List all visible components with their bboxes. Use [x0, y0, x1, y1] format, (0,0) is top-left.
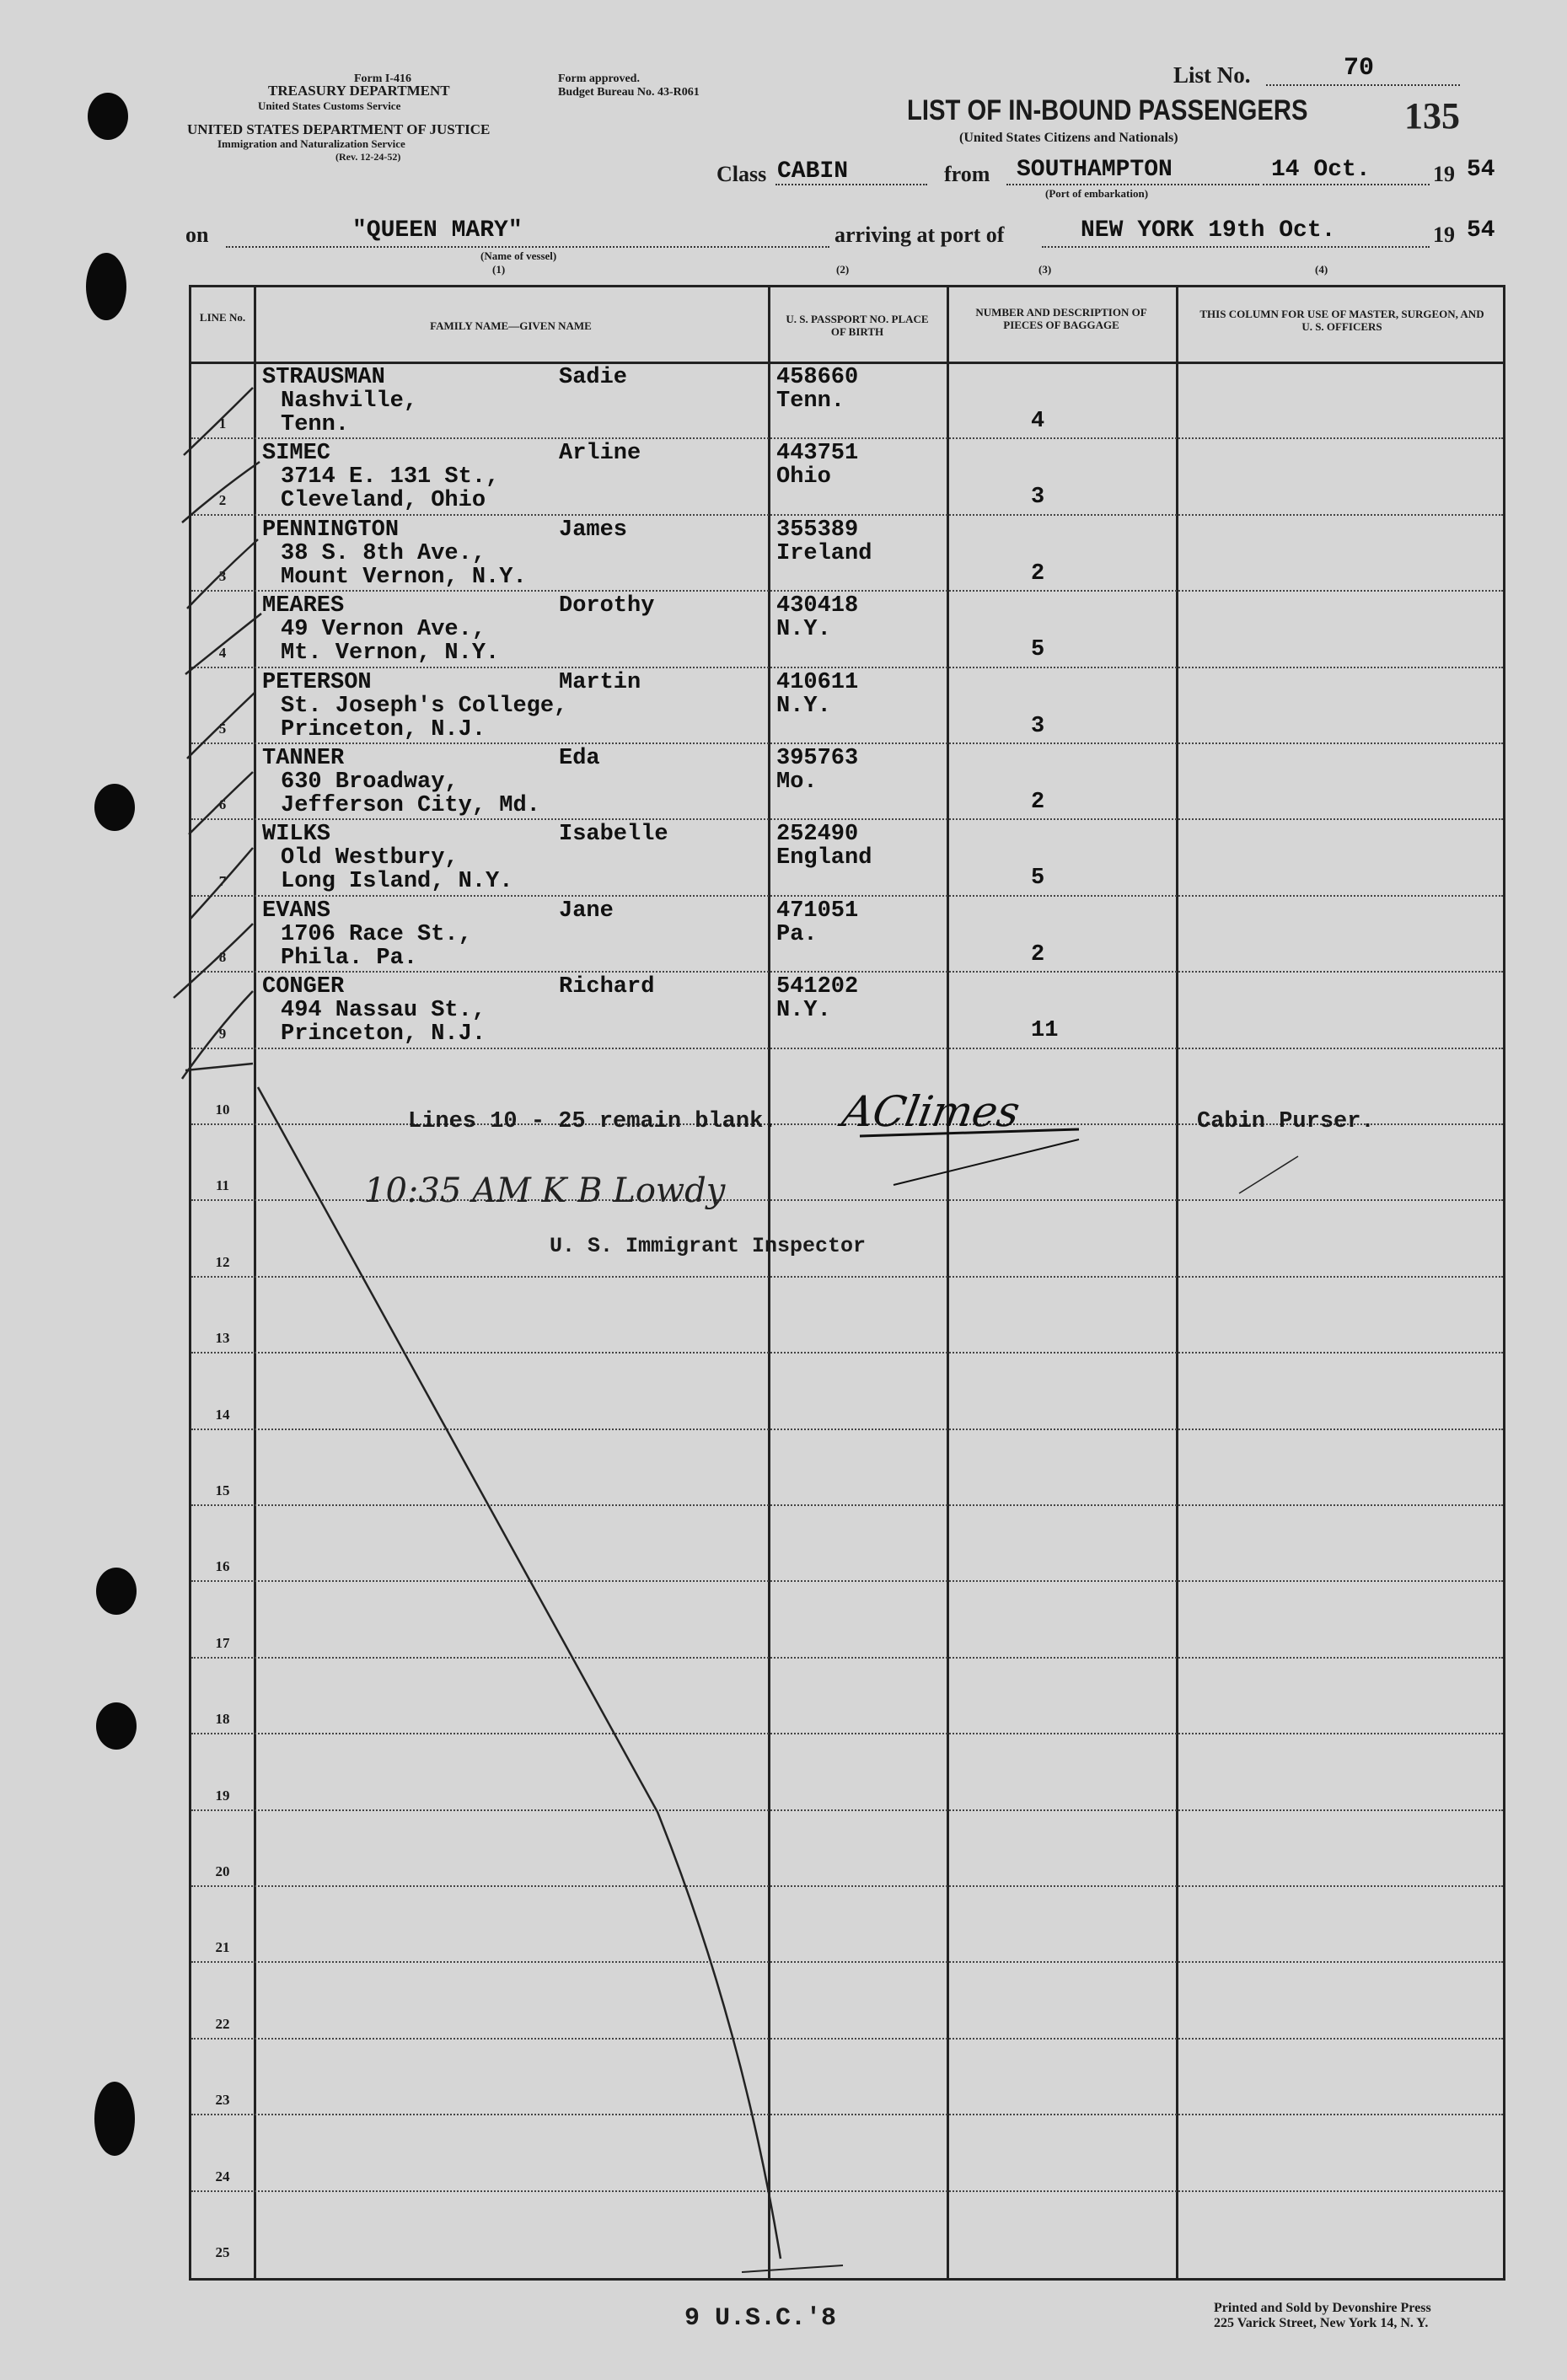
passport-number: 471051 — [776, 898, 859, 924]
list-number: 70 — [1344, 54, 1375, 83]
given-name: Sadie — [559, 365, 628, 390]
col-num-1: (1) — [492, 263, 506, 276]
year-suffix: 54 — [1467, 157, 1495, 183]
address-line-2: Mount Vernon, N.Y. — [281, 564, 527, 590]
line-number: 2 — [218, 491, 227, 508]
given-name: Eda — [559, 746, 600, 771]
col-header-passport: U. S. PASSPORT NO. PLACE OF BIRTH — [786, 313, 929, 338]
passport-number: 355389 — [776, 517, 859, 543]
statute-reference: 9 U.S.C.'8 — [684, 2304, 837, 2333]
line-number: 14 — [215, 1406, 230, 1423]
departure-date: 14 Oct. — [1271, 157, 1371, 183]
place-of-birth: Mo. — [776, 769, 818, 795]
line-number: 23 — [215, 2092, 230, 2109]
address-line-1: 630 Broadway, — [281, 769, 459, 795]
baggage-count: 5 — [1031, 637, 1045, 663]
given-name: Jane — [559, 898, 614, 924]
cancel-line-end — [742, 2265, 843, 2272]
line-number: 24 — [215, 2168, 230, 2184]
address-line-1: Old Westbury, — [281, 845, 459, 871]
printer-line-1: Printed and Sold by Devonshire Press — [1214, 2301, 1431, 2315]
line-number: 3 — [218, 568, 227, 585]
col-num-3: (3) — [1038, 263, 1052, 276]
address-line-1: 494 Nassau St., — [281, 998, 486, 1024]
place-of-birth: N.Y. — [776, 617, 831, 643]
purser-title: Cabin Purser. — [1197, 1109, 1375, 1134]
address-line-1: Nashville, — [281, 389, 418, 414]
line-number: 21 — [215, 1939, 230, 1956]
vessel-caption: (Name of vessel) — [480, 249, 557, 262]
passport-number: 410611 — [776, 669, 859, 695]
family-name: PETERSON — [262, 669, 372, 695]
passport-number: 252490 — [776, 822, 859, 848]
department-of-justice: UNITED STATES DEPARTMENT OF JUSTICE — [187, 121, 491, 137]
place-of-birth: Tenn. — [776, 389, 845, 414]
signature-stroke — [1239, 1156, 1298, 1193]
place-of-birth: N.Y. — [776, 998, 831, 1024]
embarkation-port: SOUTHAMPTON — [1017, 157, 1173, 183]
line-number: 15 — [215, 1482, 230, 1498]
place-of-birth: Pa. — [776, 921, 818, 947]
signature-stroke — [860, 1129, 1079, 1136]
col-header-baggage: NUMBER AND DESCRIPTION OF PIECES OF BAGGAGE — [975, 306, 1147, 331]
class-label: Class — [716, 162, 767, 186]
baggage-count: 3 — [1031, 485, 1045, 511]
passport-number: 430418 — [776, 593, 859, 619]
passport-number: 541202 — [776, 974, 859, 1000]
col-header-line-no: LINE No. — [199, 311, 246, 324]
baggage-count: 2 — [1031, 560, 1045, 587]
given-name: Martin — [559, 669, 641, 695]
line-number: 18 — [215, 1711, 230, 1728]
place-of-birth: England — [776, 845, 872, 871]
address-line-2: Long Island, N.Y. — [281, 869, 513, 895]
line-number: 9 — [218, 1025, 227, 1042]
line-number: 17 — [215, 1634, 230, 1651]
check-marks — [174, 388, 261, 1079]
address-line-2: Jefferson City, Md. — [281, 793, 540, 818]
given-name: James — [559, 517, 628, 543]
form-number: Form I-416 — [354, 72, 412, 85]
cancel-line — [258, 1087, 781, 2259]
baggage-count: 3 — [1031, 713, 1045, 739]
line-number: 7 — [218, 872, 227, 889]
form-subtitle: (United States Citizens and Nationals) — [959, 131, 1178, 145]
from-label: from — [944, 162, 990, 186]
address-line-2: Mt. Vernon, N.Y. — [281, 641, 500, 667]
col-header-officers: THIS COLUMN FOR USE OF MASTER, SURGEON, AND U. S. OFFICERS — [1199, 308, 1484, 333]
line-number: 6 — [218, 796, 227, 813]
family-name: STRAUSMAN — [262, 365, 385, 390]
inspector-handwriting: 10:35 AM K B Lowdy — [364, 1171, 726, 1210]
line-number: 22 — [215, 2015, 230, 2032]
inspector-title: U. S. Immigrant Inspector — [550, 1234, 867, 1258]
page-number: 135 — [1404, 95, 1460, 137]
baggage-count: 2 — [1031, 941, 1045, 968]
family-name: EVANS — [262, 898, 331, 924]
given-name: Isabelle — [559, 822, 668, 848]
address-line-1: 38 S. 8th Ave., — [281, 540, 486, 566]
given-name: Dorothy — [559, 593, 655, 619]
place-of-birth: Ohio — [776, 464, 831, 490]
line-number: 19 — [215, 1787, 230, 1804]
passport-number: 443751 — [776, 441, 859, 467]
address-line-2: Princeton, N.J. — [281, 1021, 486, 1048]
col-num-4: (4) — [1315, 263, 1328, 276]
line-number: 8 — [218, 949, 227, 966]
line-number: 11 — [215, 1177, 230, 1194]
budget-bureau: Budget Bureau No. 43-R061 — [558, 86, 700, 99]
family-name: WILKS — [262, 822, 331, 848]
line-number: 4 — [218, 644, 227, 661]
col-num-2: (2) — [836, 263, 850, 276]
customs-service: United States Customs Service — [258, 99, 401, 112]
passport-number: 458660 — [776, 365, 859, 390]
revision: (Rev. 12-24-52) — [335, 151, 401, 163]
address-line-2: Phila. Pa. — [281, 945, 418, 971]
baggage-count: 11 — [1031, 1018, 1059, 1044]
line-number: 12 — [215, 1253, 230, 1270]
address-line-1: 3714 E. 131 St., — [281, 464, 500, 490]
baggage-count: 5 — [1031, 866, 1045, 892]
family-name: MEARES — [262, 593, 345, 619]
baggage-count: 4 — [1031, 409, 1045, 434]
family-name: TANNER — [262, 746, 345, 771]
on-label: on — [185, 222, 209, 247]
given-name: Arline — [559, 441, 641, 467]
blank-lines-note: Lines 10 - 25 remain blank. — [408, 1109, 777, 1134]
address-line-2: Cleveland, Ohio — [281, 488, 486, 514]
passport-number: 395763 — [776, 746, 859, 771]
arrival-port-date: NEW YORK 19th Oct. — [1081, 217, 1336, 244]
purser-signature: AClimes — [838, 1087, 1024, 1136]
treasury-department: TREASURY DEPARTMENT — [268, 83, 450, 99]
class-value: CABIN — [777, 158, 849, 185]
line-number: 20 — [215, 1863, 230, 1879]
arriving-label: arriving at port of — [834, 222, 1005, 247]
family-name: CONGER — [262, 974, 345, 1000]
printer-line-2: 225 Varick Street, New York 14, N. Y. — [1214, 2316, 1429, 2330]
port-caption: (Port of embarkation) — [1045, 187, 1149, 200]
line-number: 5 — [218, 721, 227, 737]
place-of-birth: N.Y. — [776, 693, 831, 719]
signature-stroke — [894, 1139, 1079, 1185]
list-no-label: List No. — [1173, 62, 1251, 88]
line-number: 25 — [215, 2244, 230, 2260]
line-number: 1 — [218, 415, 227, 432]
vessel-name: "QUEEN MARY" — [352, 217, 523, 244]
family-name: PENNINGTON — [262, 517, 400, 543]
address-line-2: Princeton, N.J. — [281, 716, 486, 742]
address-line-2: Tenn. — [281, 412, 350, 437]
year-suffix-2: 54 — [1467, 217, 1495, 244]
place-of-birth: Ireland — [776, 540, 872, 566]
line-number: 10 — [215, 1102, 230, 1118]
address-line-1: 1706 Race St., — [281, 921, 472, 947]
year-prefix: 19 — [1433, 162, 1455, 186]
line-number: 13 — [215, 1330, 230, 1347]
baggage-count: 2 — [1031, 790, 1045, 815]
form-approved: Form approved. — [558, 72, 640, 85]
line-number: 16 — [215, 1558, 230, 1575]
col-header-name: FAMILY NAME—GIVEN NAME — [430, 319, 592, 332]
family-name: SIMEC — [262, 441, 331, 467]
form-title: LIST OF IN-BOUND PASSENGERS — [907, 94, 1308, 126]
address-line-1: 49 Vernon Ave., — [281, 617, 486, 643]
year-prefix-2: 19 — [1433, 222, 1455, 247]
given-name: Richard — [559, 974, 655, 1000]
ins-service: Immigration and Naturalization Service — [217, 137, 405, 150]
address-line-1: St. Joseph's College, — [281, 693, 568, 719]
